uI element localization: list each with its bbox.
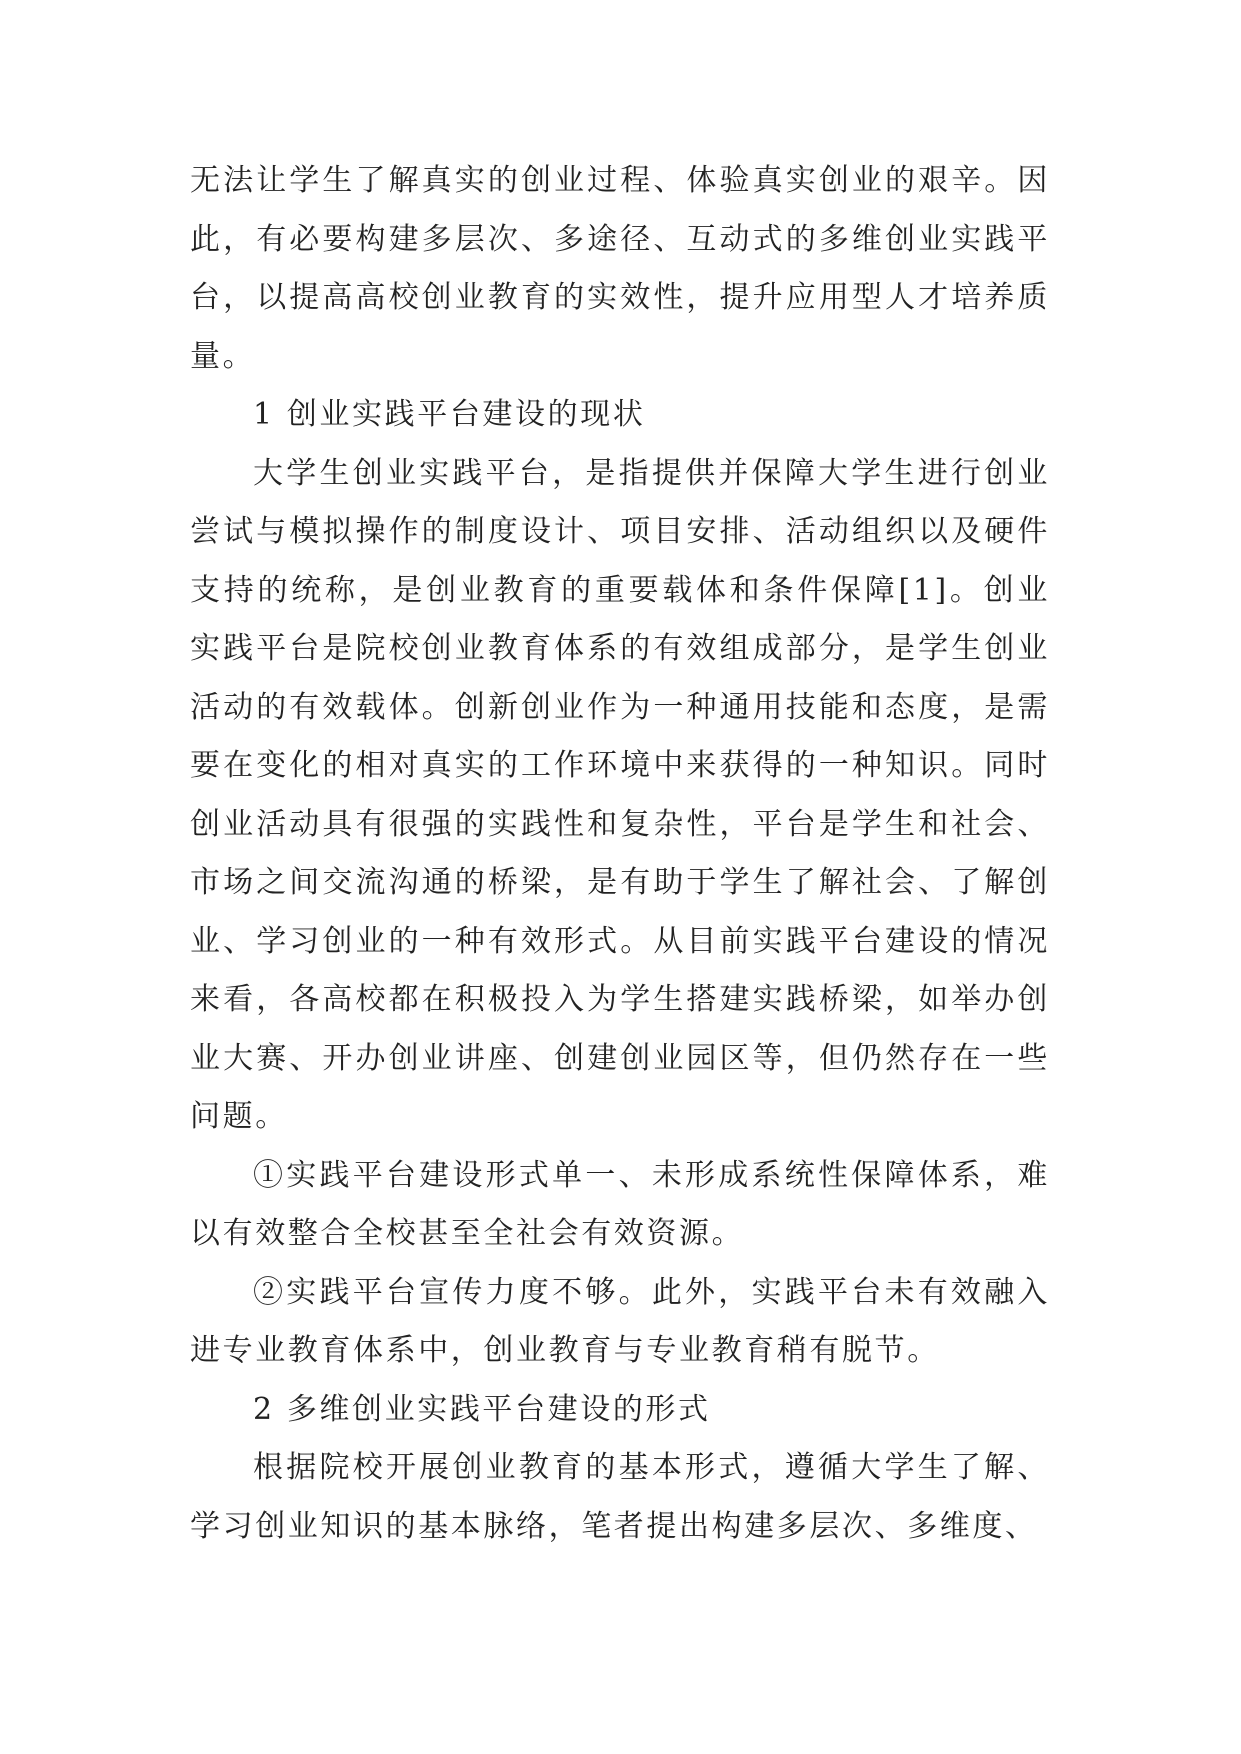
section-heading-2: 2 多维创业实践平台建设的形式 xyxy=(253,1391,711,1427)
section-heading-1: 1 创业实践平台建设的现状 xyxy=(253,397,646,432)
paragraph-problem-2: ②实践平台宣传力度不够。此外，实践平台未有效融入进专业教育体系中，创业教育与专业教育稍有脱节。 xyxy=(190,1274,1050,1368)
paragraph-intro-continued: 无法让学生了解真实的创业过程、体验真实创业的艰辛。因此，有必要构建多层次、多途径、互动式的多维创业实践平台，以提高高校创业教育的实效性，提升应用型人才培养质量。 xyxy=(190,163,1050,374)
paragraph-platform-definition: 大学生创业实践平台，是指提供并保障大学生进行创业尝试与模拟操作的制度设计、项目安排、活动组织以及硬件支持的统称，是创业教育的重要载体和条件保障[1]。创业实践平台是院校创业教育体系的有效组成部分，是学生创业活动的有效载体。创新创业作为一种通用技能和态度，是需要在变化的相对真实的工作环境中来获得的一种知识。同时创业活动具有很强的实践性和复杂性，平台是学生和社会、市场之间交流沟通的桥梁，是有助于学生了解社会、了解创业、学习创业的一种有效形式。从目前实践平台建设的情况来看，各高校都在积极投入为学生搭建实践桥梁，如举办创业大赛、开办创业讲座、创建创业园区等，但仍然存在一些问题。 xyxy=(190,455,1050,1134)
paragraph-forms-intro: 根据院校开展创业教育的基本形式，遵循大学生了解、学习创业知识的基本脉络，笔者提出构建多层次、多维度、 xyxy=(190,1450,1050,1544)
paragraph-problem-1: ①实践平台建设形式单一、未形成系统性保障体系，难以有效整合全校甚至全社会有效资源。 xyxy=(190,1157,1050,1251)
document-page xyxy=(190,152,1050,1556)
